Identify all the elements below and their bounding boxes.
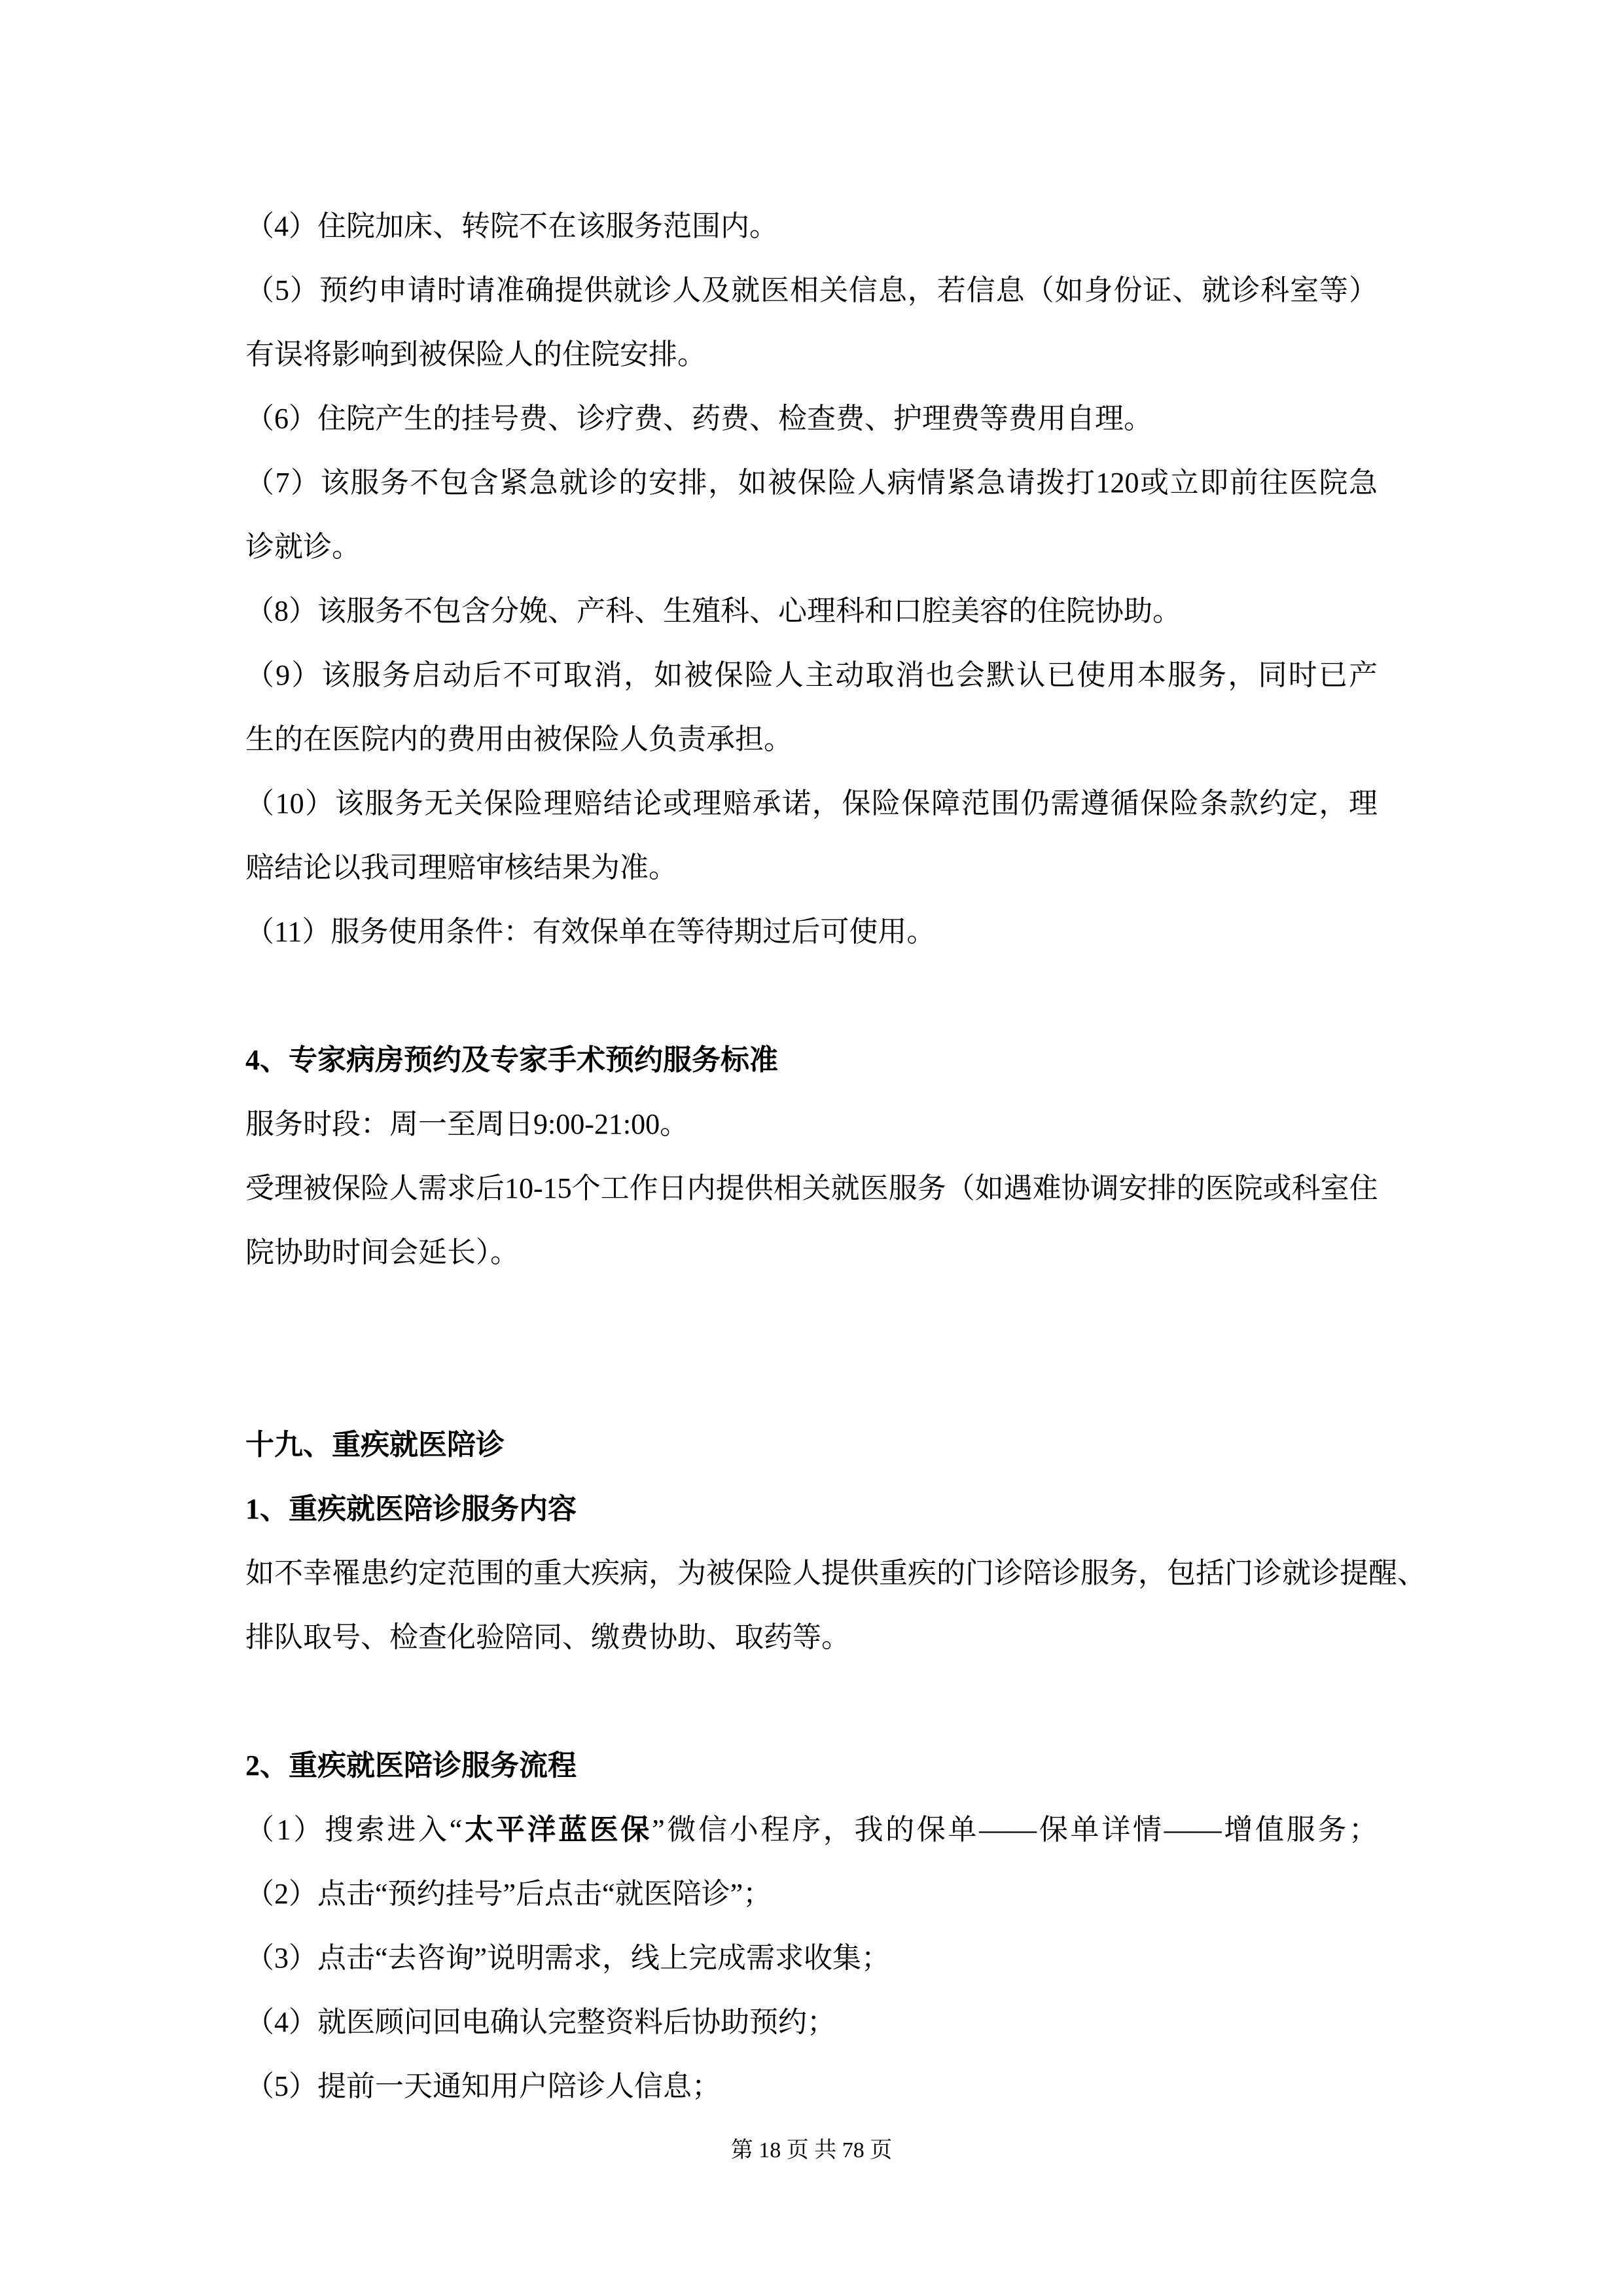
step-5-line: （5）提前一天通知用户陪诊人信息； <box>245 2070 721 2102</box>
section-4-heading: 4、专家病房预约及专家手术预约服务标准 <box>245 1044 778 1076</box>
service-description-line-2: 排队取号、检查化验陪同、缴费协助、取药等。 <box>245 1621 850 1653</box>
step-1-prefix: （1）搜索进入“ <box>245 1814 463 1846</box>
service-hours-line: 服务时段：周一至周日9:00-21:00。 <box>245 1108 689 1140</box>
page-footer <box>245 2119 1378 2183</box>
step-1-suffix: ”微信小程序，我的保单——保单详情——增值服务； <box>652 1814 1378 1846</box>
note-10-line-1: （10）该服务无关保险理赔结论或理赔承诺，保险保障范围仍需遵循保险条款约定，理 <box>245 787 1378 819</box>
service-description-line-1: 如不幸罹患约定范围的重大疾病，为被保险人提供重疾的门诊陪诊服务，包括门诊就诊提醒、 <box>245 1557 1426 1589</box>
note-6-line: （6）住院产生的挂号费、诊疗费、药费、检查费、护理费等费用自理。 <box>245 403 1152 435</box>
brand-name: 太平洋蓝医保 <box>462 1814 652 1846</box>
note-5-line-2: 有误将影响到被保险人的住院安排。 <box>245 338 706 370</box>
note-9-line-1: （9）该服务启动后不可取消，如被保险人主动取消也会默认已使用本服务，同时已产 <box>245 659 1378 691</box>
section-19-heading: 十九、重疾就医陪诊 <box>245 1429 505 1461</box>
note-5-line-1: （5）预约申请时请准确提供就诊人及就医相关信息，若信息（如身份证、就诊科室等） <box>245 274 1378 306</box>
sla-line-1: 受理被保险人需求后10-15个工作日内提供相关就医服务（如遇难协调安排的医院或科室住 <box>245 1172 1378 1204</box>
subsection-2-heading: 2、重疾就医陪诊服务流程 <box>245 1749 577 1782</box>
page-number-label: 第 18 页 共 78 页 <box>730 2138 893 2162</box>
step-3-line: （3）点击“去咨询”说明需求，线上完成需求收集； <box>245 1942 891 1974</box>
subsection-1-heading: 1、重疾就医陪诊服务内容 <box>245 1493 577 1525</box>
step-4-line: （4）就医顾问回电确认完整资料后协助预约； <box>245 2006 836 2038</box>
note-8-line: （8）该服务不包含分娩、产科、生殖科、心理科和口腔美容的住院协助。 <box>245 595 1181 627</box>
blank-line <box>245 964 1378 1028</box>
blank-line <box>245 1349 1378 1413</box>
note-10-line-2: 赔结论以我司理赔审核结果为准。 <box>245 852 677 884</box>
step-2-line: （2）点击“预约挂号”后点击“就医陪诊”； <box>245 1878 772 1910</box>
sla-line-2: 院协助时间会延长）。 <box>245 1236 519 1268</box>
note-4-line: （4）住院加床、转院不在该服务范围内。 <box>245 210 778 242</box>
step-1-line <box>245 1798 1378 1862</box>
note-7-line-2: 诊就诊。 <box>245 531 361 563</box>
blank-line <box>245 1285 1378 1349</box>
note-11-line: （11）服务使用条件：有效保单在等待期过后可使用。 <box>245 916 936 948</box>
note-7-line-1: （7）该服务不包含紧急就诊的安排，如被保险人病情紧急请拨打120或立即前往医院急 <box>245 467 1378 499</box>
blank-line <box>245 1670 1378 1734</box>
note-9-line-2: 生的在医院内的费用由被保险人负责承担。 <box>245 723 793 755</box>
